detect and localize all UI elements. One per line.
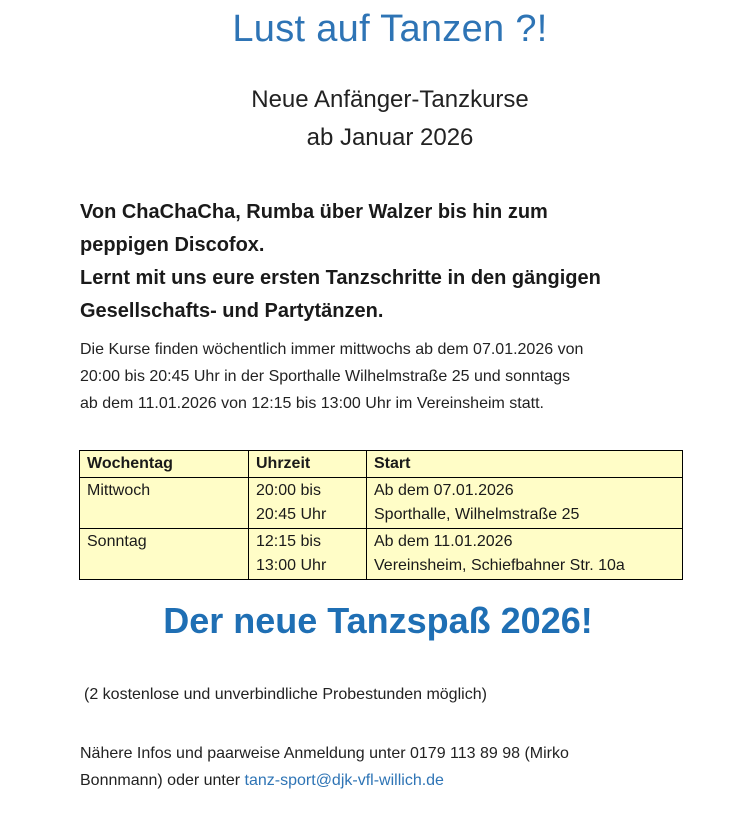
slogan: Der neue Tanzspaß 2026! [163, 600, 593, 641]
intro-text [80, 196, 710, 328]
schedule-table [79, 450, 683, 580]
time-from: 20:00 bis [256, 482, 321, 499]
info-line: ab dem 11.01.2026 von 12:15 bis 13:00 Uhr im Vereinsheim statt. [80, 395, 544, 412]
subtitle-line-1: Neue Anfänger-Tanzkurse [251, 86, 529, 113]
start-date: Ab dem 07.01.2026 [374, 482, 514, 499]
intro-line: Von ChaChaCha, Rumba über Walzer bis hin zum [80, 201, 548, 223]
intro-line: Lernt mit uns eure ersten Tanzschritte in den gängigen [80, 267, 601, 289]
table-header-row [80, 451, 683, 478]
contact-info [80, 740, 700, 794]
time-to: 20:45 Uhr [256, 506, 327, 523]
info-line: 20:00 bis 20:45 Uhr in der Sporthalle Wilhelmstraße 25 und sonntags [80, 368, 571, 385]
contact-line-1: Nähere Infos und paarweise Anmeldung unter 0179 113 89 98 (Mirko [80, 745, 569, 762]
header-time: Uhrzeit [249, 451, 367, 478]
cell-day: Mittwoch [80, 478, 249, 529]
cell-start [367, 478, 683, 529]
start-location: Sporthalle, Wilhelmstraße 25 [374, 506, 580, 523]
page-title: Lust auf Tanzen ?! [232, 8, 548, 50]
contact-prefix: Bonnmann) oder unter [80, 772, 245, 789]
subtitle-line-2: ab Januar 2026 [306, 124, 474, 151]
email-link[interactable]: tanz-sport@djk-vfl-willich.de [244, 772, 444, 789]
time-from: 12:15 bis [256, 533, 321, 550]
trial-note: (2 kostenlose und unverbindliche Probestunden möglich) [84, 686, 487, 703]
header-start: Start [367, 451, 683, 478]
intro-line: Gesellschafts- und Partytänzen. [80, 300, 384, 322]
cell-day: Sonntag [80, 529, 249, 580]
header-weekday: Wochentag [80, 451, 249, 478]
contact-line-2 [80, 767, 700, 794]
course-info [80, 336, 700, 417]
cell-start [367, 529, 683, 580]
time-to: 13:00 Uhr [256, 557, 327, 574]
cell-time [249, 478, 367, 529]
info-line: Die Kurse finden wöchentlich immer mittwochs ab dem 07.01.2026 von [80, 341, 584, 358]
start-date: Ab dem 11.01.2026 [374, 533, 513, 550]
cell-time [249, 529, 367, 580]
intro-line: peppigen Discofox. [80, 234, 265, 256]
table-row [80, 529, 683, 580]
table-row [80, 478, 683, 529]
start-location: Vereinsheim, Schiefbahner Str. 10a [374, 557, 625, 574]
